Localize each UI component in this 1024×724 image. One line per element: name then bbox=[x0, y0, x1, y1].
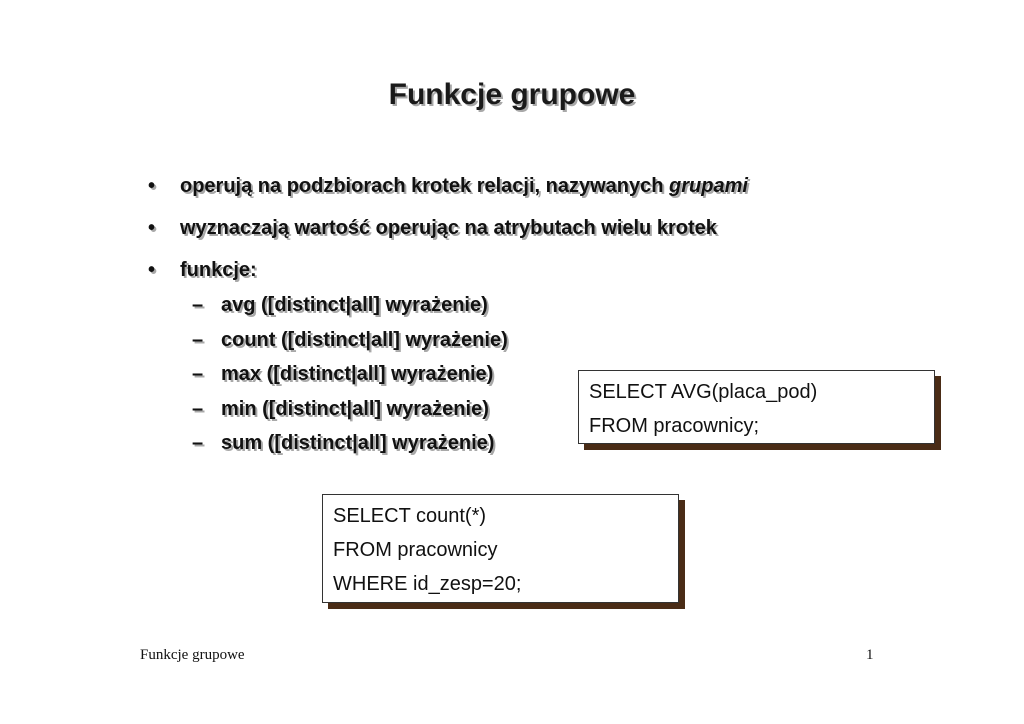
sql-example-count bbox=[322, 494, 679, 603]
sql-line: FROM pracownicy; bbox=[589, 415, 760, 437]
function-text: sum ([distinct|all] wyrażenie) bbox=[221, 432, 495, 454]
function-text: count ([distinct|all] wyrażenie) bbox=[221, 328, 508, 351]
dash-marker: – bbox=[192, 432, 204, 454]
sql-line: SELECT count(*) bbox=[333, 505, 487, 527]
bullet-text-emphasis: grupami bbox=[669, 175, 748, 197]
sql-line: FROM pracownicy bbox=[333, 539, 498, 561]
dash-marker: – bbox=[192, 294, 204, 316]
function-text: avg ([distinct|all] wyrażenie) bbox=[221, 294, 488, 316]
dash-marker: – bbox=[192, 397, 204, 420]
dash-marker: – bbox=[192, 363, 204, 385]
bullet-marker: • bbox=[148, 259, 156, 281]
sql-line: SELECT AVG(placa_pod) bbox=[589, 381, 818, 403]
function-text: min ([distinct|all] wyrażenie) bbox=[221, 397, 489, 420]
bullet-text bbox=[180, 170, 748, 202]
bullet-text: funkcje: bbox=[180, 259, 257, 281]
sql-example-avg bbox=[578, 370, 935, 444]
bullet-text-main: operują na podzbiorach krotek relacji, nazywanych bbox=[180, 175, 670, 197]
footer-title: Funkcje grupowe bbox=[140, 647, 245, 663]
slide-title: Funkcje grupowe bbox=[388, 78, 636, 111]
sql-line: WHERE id_zesp=20; bbox=[333, 573, 522, 595]
page-number: 1 bbox=[866, 647, 874, 663]
bullet-text: wyznaczają wartość operując na atrybutach wielu krotek bbox=[180, 217, 717, 239]
function-text: max ([distinct|all] wyrażenie) bbox=[221, 363, 494, 385]
bullet-marker: • bbox=[148, 217, 156, 239]
bullet-marker: • bbox=[148, 175, 156, 197]
dash-marker: – bbox=[192, 328, 204, 351]
